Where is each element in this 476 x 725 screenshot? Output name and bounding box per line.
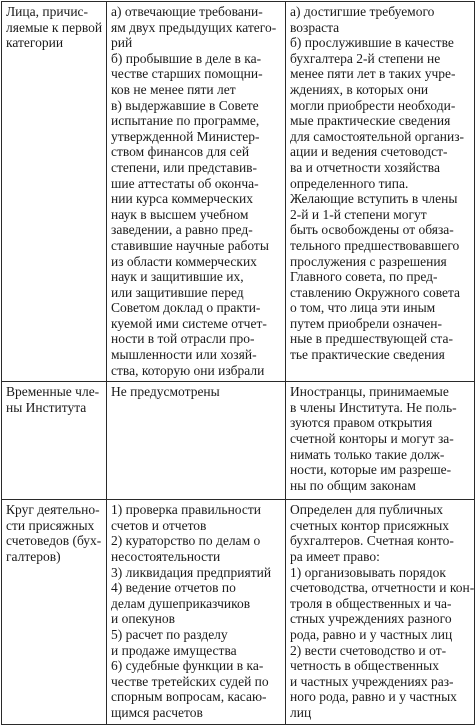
text-line: ством финансов для сей <box>111 144 250 160</box>
text-line: утвержденной Министер- <box>111 128 260 144</box>
text-line: быть освобождены от обяза- <box>290 222 454 238</box>
text-line: категории <box>6 35 64 51</box>
table-cell-col2 <box>107 382 286 500</box>
table-row-scope-of-activity <box>2 500 475 724</box>
cell-text <box>111 502 282 720</box>
text-line: зуются правом открытия <box>290 415 433 431</box>
text-line: Лица, причис- <box>6 4 89 19</box>
cell-text <box>290 4 471 363</box>
text-line: могли приобрести необходи- <box>290 97 456 113</box>
text-line: ставлению Окружного совета <box>290 284 461 300</box>
text-line: 2) вести счетоводство и от- <box>290 642 447 658</box>
text-line: лиц <box>290 704 312 720</box>
text-line: ляемые к первой <box>6 19 103 35</box>
text-line: или защитившие перед <box>111 284 244 300</box>
text-line: б) прослужившие в качестве <box>290 35 454 51</box>
text-line: ждениях, в которых они <box>290 81 429 97</box>
text-line: Советом доклад о практи- <box>111 300 261 316</box>
text-line: бухгалтера 2-й степени не <box>290 50 441 66</box>
text-line: счетной конторы и могут за- <box>290 431 454 447</box>
comparison-table <box>1 1 475 725</box>
text-line: ные в предшествующей ста- <box>290 331 453 347</box>
text-line: ставившие научные работы <box>111 237 269 253</box>
text-line: честве старших помощни- <box>111 66 263 82</box>
text-line: 6) судебные функции в ка- <box>111 658 264 674</box>
text-line: 2-й и 1-й степени могут <box>290 206 427 222</box>
text-line: стных учреждениях разного <box>290 611 452 627</box>
text-line: четность в общественных <box>290 658 439 674</box>
text-line: 3) ликвидация предприятий <box>111 564 272 580</box>
text-line: заведении, а равно пред- <box>111 222 253 238</box>
text-line: ков не менее пяти лет <box>111 81 236 97</box>
text-line: ны по общим законам <box>290 477 416 493</box>
text-line: честве третейских судей по <box>111 673 269 689</box>
text-line: из области коммерческих <box>111 253 257 269</box>
text-line: ям двух предыдущих катего- <box>111 19 277 35</box>
text-line: счетоводства, отчетности и кон- <box>290 580 475 596</box>
text-line: а) отвечающие требовани- <box>111 4 263 19</box>
row-header-cell <box>2 2 107 382</box>
text-line: менее пяти лет в таких учре- <box>290 66 456 82</box>
text-line: куемой ими системе отчет- <box>111 315 267 331</box>
cell-text <box>290 384 471 493</box>
table-cell-col2 <box>107 2 286 382</box>
text-line: делам душеприказчиков <box>111 595 251 611</box>
text-line: 5) расчет по разделу <box>111 627 228 642</box>
text-line: сти присяжных <box>6 517 95 533</box>
text-line: о том, что лица эти иным <box>290 300 436 316</box>
table-row-temporary-members <box>2 382 475 500</box>
table-cell-col3 <box>286 500 475 724</box>
text-line: Круг деятельно- <box>6 502 100 518</box>
text-line: ра имеет право: <box>290 549 380 565</box>
text-line: а) достигшие требуемого <box>290 4 435 19</box>
text-line: галтеров) <box>6 549 61 565</box>
text-line: тье практические сведения <box>290 347 445 363</box>
category-text <box>6 384 103 415</box>
text-line: Не предусмотрены <box>111 384 220 400</box>
text-line: счетов и отчетов <box>111 517 207 533</box>
text-line: наук и защитившие их, <box>111 269 244 285</box>
text-line: рий <box>111 35 133 51</box>
table-row-first-category <box>2 2 475 382</box>
text-line: Определен для публичных <box>290 502 444 518</box>
text-line: и частных учреждениях раз- <box>290 673 454 689</box>
text-line: и опекунов <box>111 611 176 627</box>
table-cell-col2 <box>107 500 286 724</box>
text-line: ности в той отрасли про- <box>111 331 255 347</box>
text-line: счетных контор присяжных <box>290 517 450 533</box>
category-text <box>6 4 103 51</box>
text-line: наук в высшем учебном <box>111 206 249 222</box>
text-line: 2) кураторство по делам о <box>111 533 261 549</box>
text-line: нии курса коммерческих <box>111 191 253 207</box>
text-line: ства, которую они избрали <box>111 362 265 378</box>
text-line: Желающие вступить в члены <box>290 191 458 207</box>
text-line: путем приобрели означен- <box>290 315 442 331</box>
text-line: нимать только такие долж- <box>290 446 445 462</box>
cell-text <box>111 384 282 400</box>
text-line: испытание по программе, <box>111 113 260 129</box>
text-line: тельного предшествовавшего <box>290 237 460 253</box>
text-line: ного рода, равно и у частных <box>290 689 457 705</box>
text-line: троля в общественных и ча- <box>290 595 452 611</box>
text-line: мышленности или хозяй- <box>111 347 257 363</box>
text-line: рода, равно и у частных лиц <box>290 627 453 642</box>
text-line: в члены Института. Не поль- <box>290 399 457 415</box>
text-line: прослужения с разрешения <box>290 253 447 269</box>
text-line: мые практические сведения <box>290 113 451 129</box>
text-line: и продаже имущества <box>111 642 237 658</box>
text-line: счетоведов (бух- <box>6 533 102 549</box>
category-text <box>6 502 103 564</box>
row-header-cell <box>2 382 107 500</box>
text-line: б) пробывшие в деле в ка- <box>111 50 262 66</box>
text-line: щимся расчетов <box>111 704 203 720</box>
text-line: несостоятельности <box>111 549 221 565</box>
text-line: для самостоятельной организ- <box>290 128 465 144</box>
text-line: бухгалтеров. Счетная конто- <box>290 533 454 549</box>
text-line: шие аттестаты об оконча- <box>111 175 259 191</box>
row-header-cell <box>2 500 107 724</box>
text-line: Временные чле- <box>6 384 100 400</box>
table-cell-col3 <box>286 382 475 500</box>
text-line: возраста <box>290 19 340 35</box>
text-line: Главного совета, по пред- <box>290 269 438 285</box>
text-line: ации и ведения счетоводст- <box>290 144 448 160</box>
text-line: ны Института <box>6 399 87 415</box>
text-line: 1) проверка правильности <box>111 502 261 518</box>
text-line: спорным вопросам, касаю- <box>111 689 267 705</box>
text-line: Иностранцы, принимаемые <box>290 384 449 400</box>
cell-text <box>290 502 475 720</box>
text-line: 4) ведение отчетов по <box>111 580 236 596</box>
text-line: ности, которые им разреше- <box>290 462 452 478</box>
cell-text <box>111 4 282 378</box>
text-line: в) выдержавшие в Совете <box>111 97 259 113</box>
text-line: степени, или представив- <box>111 159 258 175</box>
text-line: ва и отчетности хозяйства <box>290 159 440 175</box>
table-cell-col3 <box>286 2 475 382</box>
text-line: 1) организовывать порядок <box>290 564 446 580</box>
text-line: определенного типа. <box>290 175 409 191</box>
